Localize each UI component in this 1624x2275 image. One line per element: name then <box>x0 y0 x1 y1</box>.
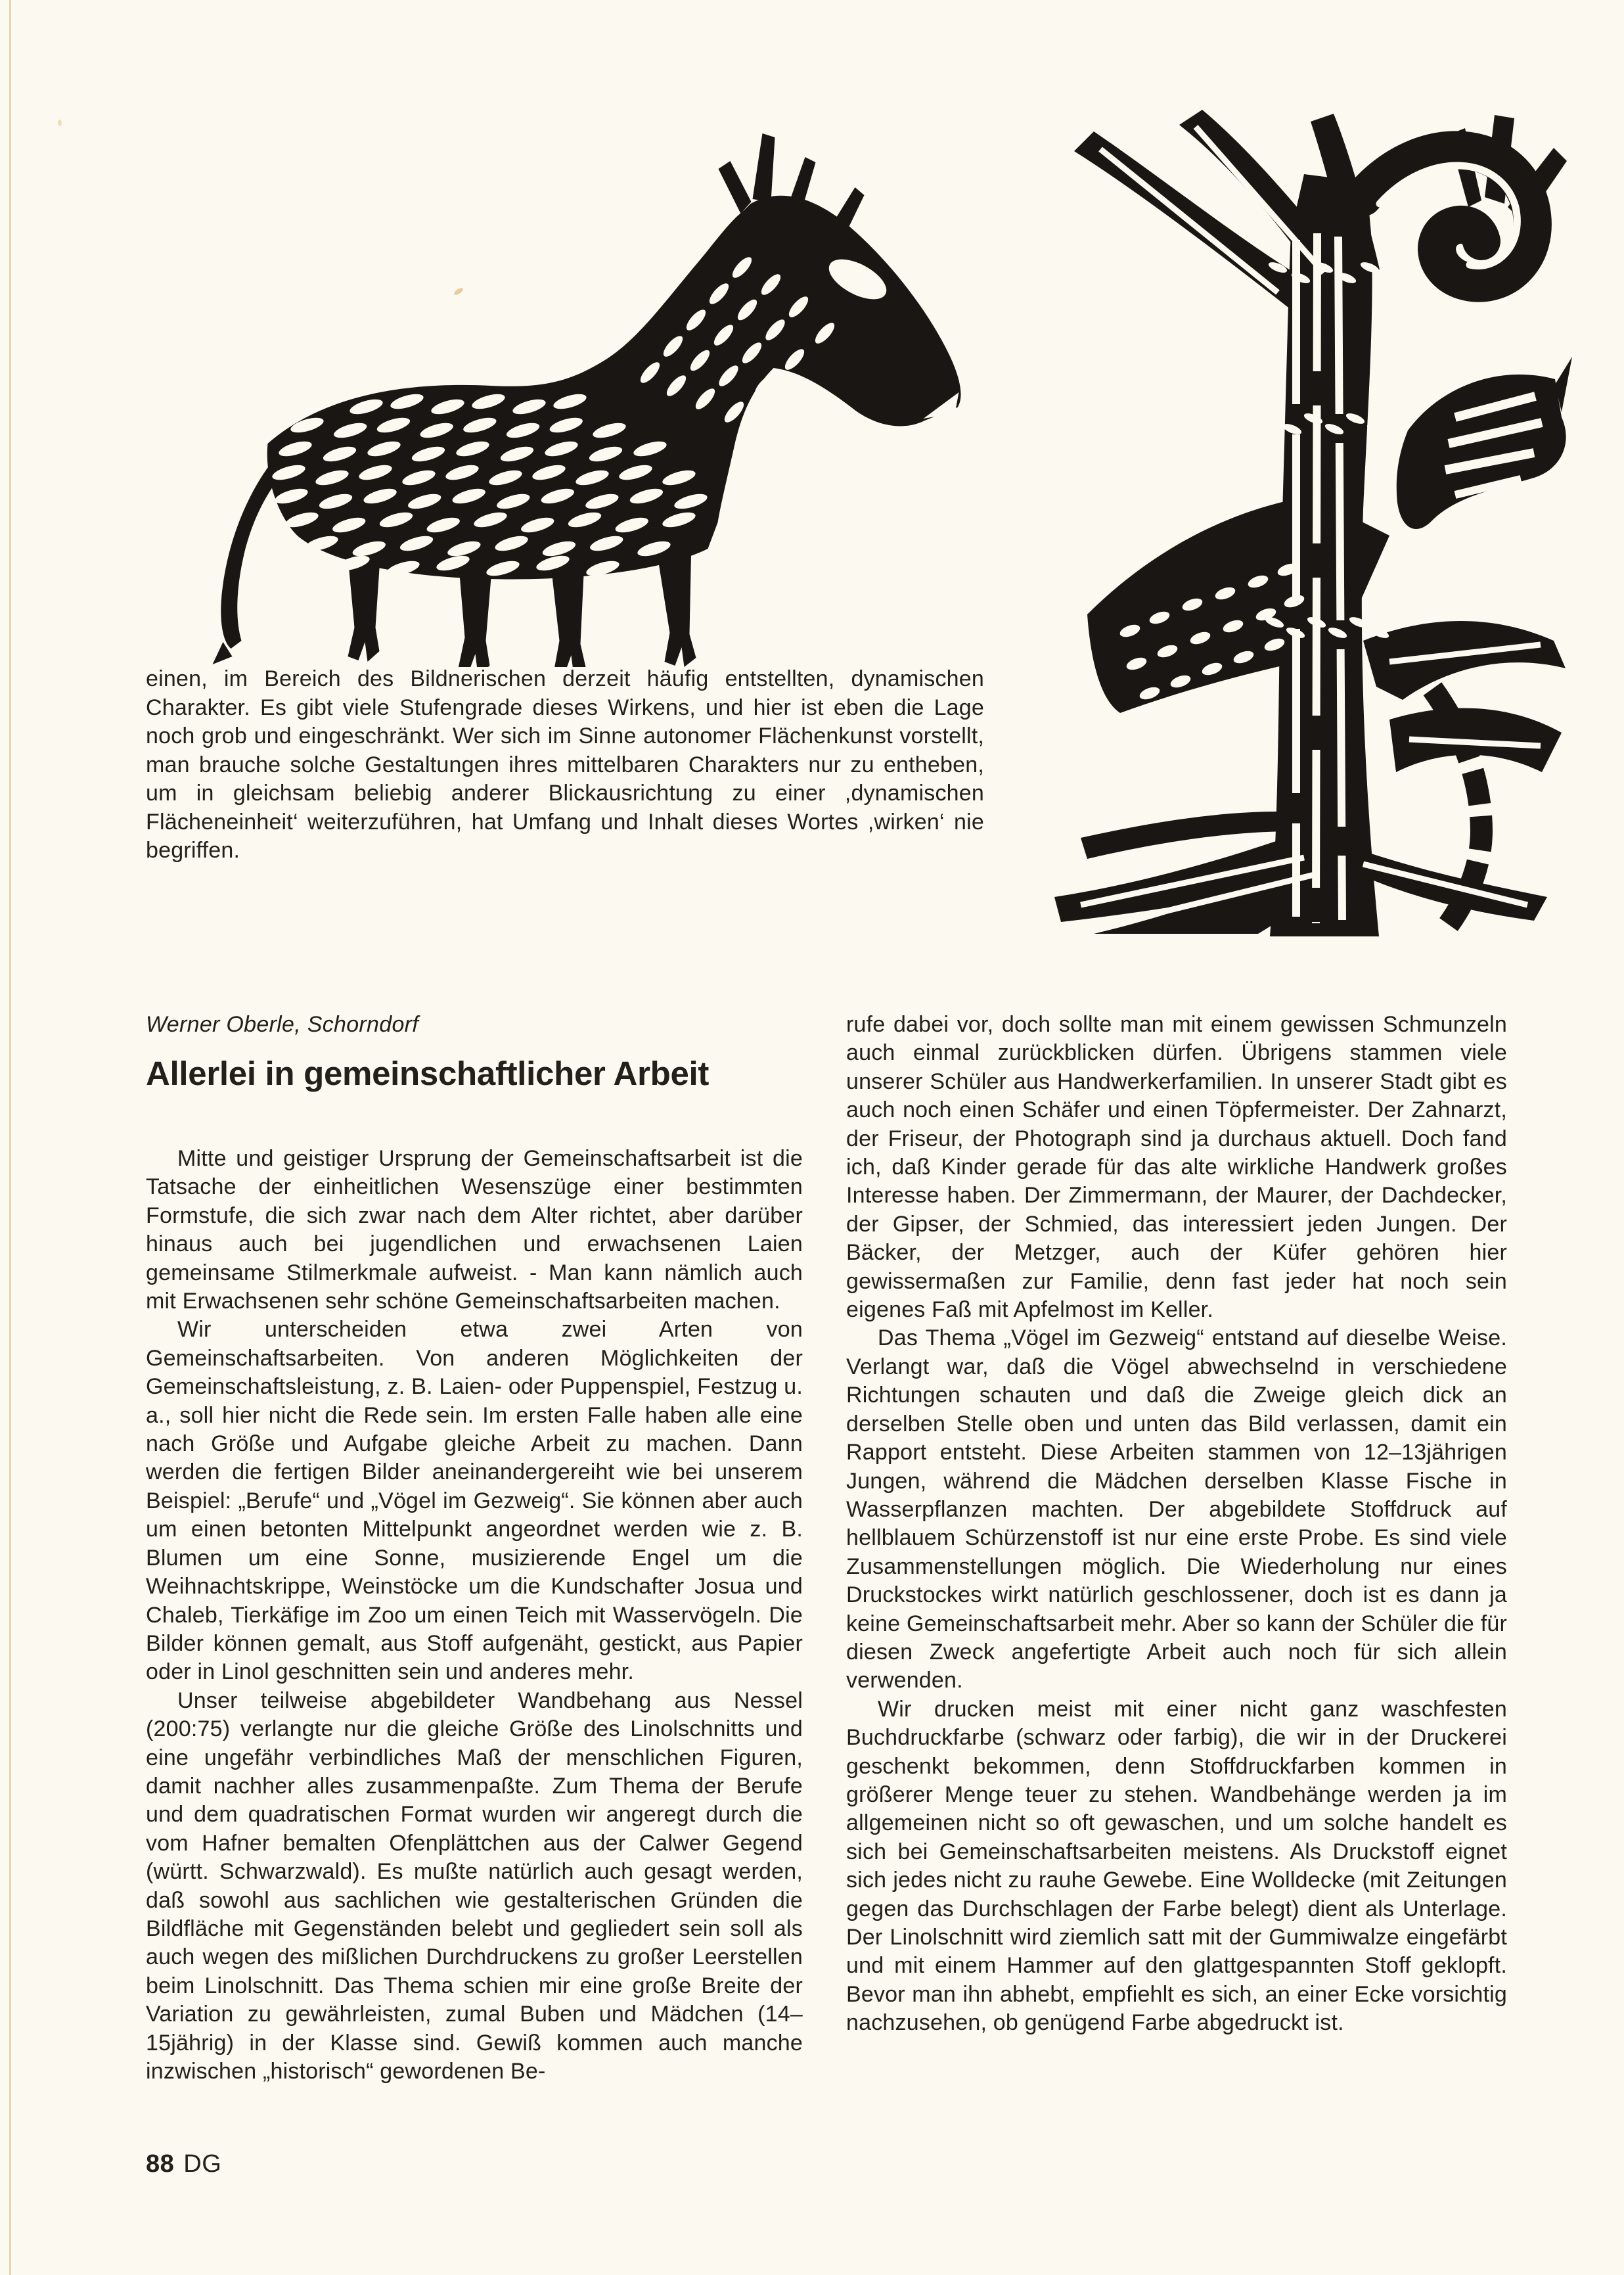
article-left-column <box>146 1145 803 2086</box>
birds-branches-svg <box>995 76 1573 936</box>
page-footer <box>146 2150 221 2178</box>
paragraph: Wir drucken meist mit einer nicht ganz waschfesten Buchdruckfarbe (schwarz oder farbig), die wir in der Druckerei geschenkt bekommen, denn Stoffdruckfarben kommen in größerer Menge teuer zu stehen. Wandbehänge werden ja im allgemeinen nicht so oft gewaschen, und um solche handelt es sich bei Gemeinschaftsarbeiten meistens. Als Druckstoff eignet sich jedes nicht zu rauhe Gewebe. Eine Wolldecke (mit Zeitungen gegen das Durchschlagen der Farbe belegt) dient als Unterlage. Der Linolschnitt wird ziemlich satt mit der Gummiwalze eingefärbt und mit einem Hammer auf den glattgespannten Stoff geklopft. Bevor man ihn abhebt, empfiehlt es sich, an einer Ecke vorsichtig nachzusehen, ob genügend Farbe abgedruckt ist. <box>846 1696 1507 2036</box>
article-author: Werner Oberle, Schorndorf <box>146 1012 419 1037</box>
intro-continuation-paragraph: einen, im Bereich des Bildnerischen derzeit häufig entstellten, dynamischen Charakter. Es gibt viele Stufengrade dieses Wirkens, und hier ist eben die Lage noch grob und eingeschränkt. Wer sich im Sinne autonomer Flächenkunst vorstellt, man brauche solche Gestaltungen ihres mittelbaren Charakters nur zu entheben, um in gleichsam beliebig anderer Blickausrichtung zu einer ,dynamischen Flächeneinheit‘ weiterzuführen, hat Umfang und Inhalt dieses Wortes ,wirken‘ nie begriffen. <box>146 666 984 863</box>
birds-branches-linocut-illustration <box>995 76 1573 936</box>
paragraph: rufe dabei vor, doch sollte man mit einem gewissen Schmunzeln auch einmal zurückblicken dürfen. Übrigens stammen viele unserer Schüler aus Handwerkerfamilien. In unserer Stadt gibt es auch noch einen Schäfer und einen Töpfermeister. Der Zahnarzt, der Friseur, der Photograph sind ja durchaus aktuell. Doch fand ich, daß Kinder gerade für das alte wirkliche Handwerk großes Interesse haben. Der Zimmermann, der Maurer, der Dachdecker, der Gipser, der Schmied, das interessiert jeden Jungen. Der Bäcker, der Metzger, auch der Küfer gehören hier gewissermaßen zur Familie, denn fast jeder hat noch sein eigenes Faß mit Apfelmost im Keller. <box>846 1012 1507 1323</box>
paragraph: Unser teilweise abgebildeter Wandbehang aus Nessel (200:75) verlangte nur die gleiche Größe des Linolschnitts und eine ungefähr verbindliches Maß der menschlichen Figuren, damit nachher alles zusammenpaßte. Zum Thema der Berufe und dem quadratischen Format wurden wir angeregt durch die vom Hafner bemalten Ofenplättchen aus der Calwer Gegend (württ. Schwarzwald). Es mußte natürlich auch gesagt werden, daß sowohl aus sachlichen wie gestalterischen Gründen die Bildfläche mit Gegenständen belebt und gegliedert sein soll als auch wegen des mißlichen Durchdruckens zu großer Leerstellen beim Linolschnitt. Das Thema schien mir eine große Breite der Variation zu gewährleisten, zumal Buben und Mädchen (14–15jährig) in der Klasse sind. Gewiß kommen auch manche inzwischen „historisch“ gewordenen Be- <box>146 1688 803 2084</box>
paragraph: Das Thema „Vögel im Gezweig“ entstand auf dieselbe Weise. Verlangt war, daß die Vögel abwechselnd in verschiedene Richtungen schauten und daß die Zweige gleich dick an derselben Stelle oben und unten das Bild verlassen, damit ein Rapport entsteht. Diese Arbeiten stammen von 12–13jährigen Jungen, während die Mädchen derselben Klasse Fische in Wasserpflanzen machten. Der abgebildete Stoffdruck auf hellblauem Schürzenstoff ist nur eine erste Probe. Es sind viele Zusammenstellungen möglich. Die Wiederholung nur eines Druckstockes wirkt natürlich geschlossener, doch ist es dann ja keine Gemeinschaftsarbeit mehr. Aber so kann der Schüler die für diesen Zweck angefertigte Arbeit auch noch für sich allein verwenden. <box>846 1325 1507 1693</box>
journal-code: DG <box>183 2150 222 2178</box>
horse-linocut-svg <box>148 89 985 667</box>
paper-stain <box>58 120 62 126</box>
horse-linocut-illustration <box>148 89 985 667</box>
paragraph: Mitte und geistiger Ursprung der Gemeinschaftsarbeit ist die Tatsache der einheitlichen Wesenszüge einer bestimmten Formstufe, die sich zwar nach dem Alter richtet, aber darüber hinaus auch bei jugendlichen und erwachsenen Laien gemeinsame Stilmerkmale aufweist. - Man kann nämlich auch mit Erwachsenen sehr schöne Gemeinschaftsarbeiten machen. <box>146 1146 803 1314</box>
page-fold-line <box>9 0 11 2275</box>
fern-curl <box>1363 150 1533 283</box>
paragraph: Wir unterscheiden etwa zwei Arten von Gemeinschaftsarbeiten. Von anderen Möglichkeiten der Gemeinschaftsleistung, z. B. Laien- oder Puppenspiel, Festzug u. a., soll hier nicht die Rede sein. Im ersten Falle haben alle eine nach Größe und Aufgabe gleiche Arbeit zu machen. Dann werden die fertigen Bilder aneinandergereiht wie bei unserem Beispiel: „Berufe“ und „Vögel im Gezweig“. Sie können aber auch um einen betonten Mittelpunkt angeordnet werden wie z. B. Blumen um eine Sonne, musizierende Engel um die Weihnachtskrippe, Weinstöcke um die Kundschafter Josua und Chaleb, Tierkäfige im Zoo um einen Teich mit Wasservögeln. Die Bilder können gemalt, aus Stoff aufgenäht, gestickt, aus Papier oder in Linol geschnitten sein und anderes mehr. <box>146 1317 803 1685</box>
page-number: 88 <box>146 2150 175 2178</box>
article-title: Allerlei in gemeinschaftlicher Arbeit <box>146 1055 710 1092</box>
article-right-column <box>846 1011 1507 2038</box>
